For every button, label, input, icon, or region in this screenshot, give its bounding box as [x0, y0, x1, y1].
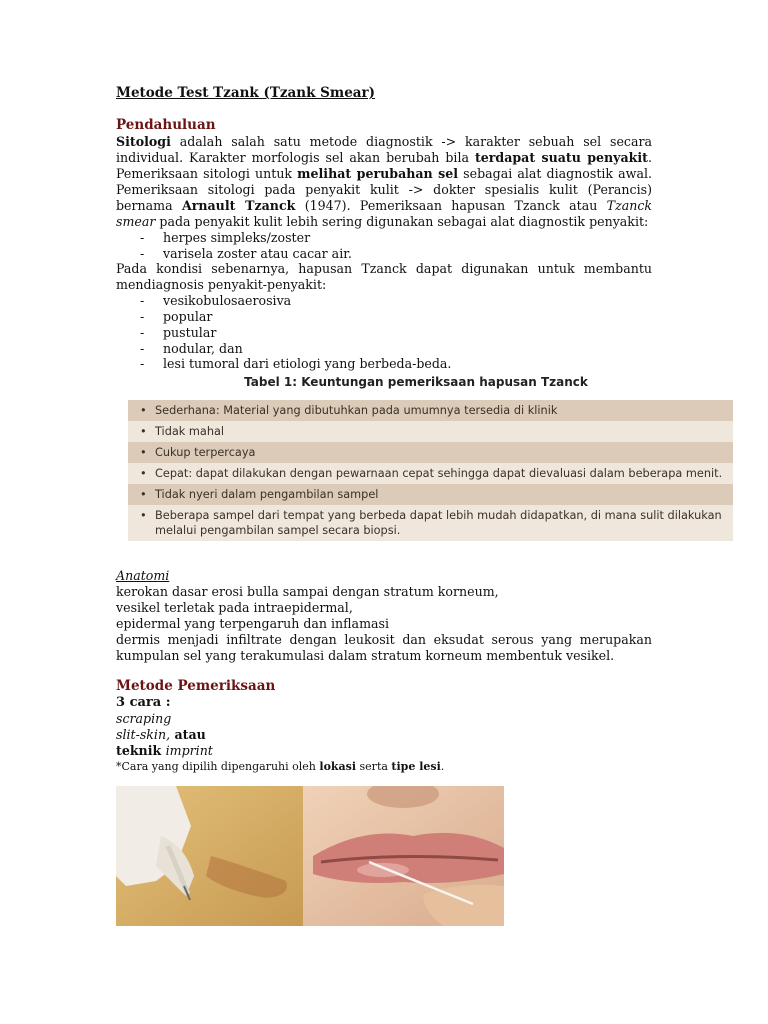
table-row: • Beberapa sampel dari tempat yang berbeda dapat lebih mudah didapatkan, di mana sulit dilakukan melalui pengambilan sampel secara biopsi. [128, 505, 733, 541]
disease-list-1 [116, 230, 652, 261]
anatomi-section [116, 568, 652, 664]
list-item: - vesikobulosaerosiva [116, 293, 652, 309]
disease-list-2 [116, 293, 652, 372]
note-text-1: *Cara yang dipilih dipengaruhi oleh [116, 760, 320, 773]
second-paragraph: Pada kondisi sebenarnya, hapusan Tzanck dapat digunakan untuk membantu mendiagnosis penyakit-penyakit: [116, 261, 652, 293]
intro-bold-3: melihat perubahan sel [297, 166, 459, 181]
table-row: • Sederhana: Material yang dibutuhkan pada umumnya tersedia di klinik [128, 400, 733, 421]
photo-scraping-skin [116, 786, 303, 926]
list-item: - lesi tumoral dari etiologi yang berbeda-beda. [116, 356, 652, 372]
intro-text-2: . Pemeriksaan sitologi untuk [116, 150, 652, 181]
intro-bold-4: Arnault Tzanck [181, 198, 296, 213]
list-item: - popular [116, 309, 652, 325]
table-row: • Cepat: dapat dilakukan dengan pewarnaan cepat sehingga dapat dievaluasi dalam beberapa menit. [128, 463, 733, 484]
method-imprint [116, 743, 652, 759]
table-row: • Tidak mahal [128, 421, 733, 442]
anatomi-line: dermis menjadi infiltrate dengan leukosit dan eksudat serous yang merupakan kumpulan sel yang terakumulasi dalam stratum korneum membentuk vesikel. [116, 632, 652, 663]
note-lokasi: lokasi [319, 760, 357, 773]
document-title: Metode Test Tzank (Tzank Smear) [116, 85, 376, 101]
table-caption: Tabel 1: Keuntungan pemeriksaan hapusan Tzanck [244, 374, 588, 389]
intro-text-1: adalah salah satu metode diagnostik -> karakter sebuah sel secara individual. Karakter morfologis sel akan berubah bila [116, 134, 652, 165]
section-heading-metode: Metode Pemeriksaan [116, 678, 276, 694]
intro-italic: Tzanck smear [116, 198, 653, 229]
advantages-table [128, 400, 733, 541]
term-sitologi: Sitologi [116, 134, 171, 149]
intro-paragraph [116, 134, 652, 230]
intro-bold-2: terdapat suatu penyakit [474, 150, 648, 165]
imprint-text: imprint [165, 743, 213, 758]
photo-lip-swab [303, 786, 504, 926]
intro-text-5: pada penyakit kulit lebih sering digunakan sebagai alat diagnostik penyakit: [155, 214, 649, 229]
teknik-text: teknik [116, 743, 166, 758]
intro-text-4: (1947). Pemeriksaan hapusan Tzanck atau [295, 198, 607, 213]
list-item: - herpes simpleks/zoster [116, 230, 652, 246]
method-count: 3 cara : [116, 695, 171, 710]
list-item: - varisela zoster atau cacar air. [116, 246, 652, 262]
note-tipe: tipe lesi [391, 760, 441, 773]
note-text-2: serta [356, 760, 392, 773]
note-text-3: . [440, 760, 445, 773]
section-heading-pendahuluan: Pendahuluan [116, 117, 216, 133]
section-heading-anatomi: Anatomi [116, 568, 170, 583]
table-row: • Tidak nyeri dalam pengambilan sampel [128, 484, 733, 505]
anatomi-line: epidermal yang terpengaruh dan inflamasi [116, 616, 390, 631]
method-slit-skin [116, 727, 652, 743]
slit-skin-text: slit-skin, [116, 727, 171, 742]
intro-text-3: sebagai alat diagnostik awal. Pemeriksaan sitologi pada penyakit kulit -> dokter spesialis kulit (Perancis) bernama [116, 166, 652, 213]
document-body [116, 84, 652, 395]
list-item: - pustular [116, 325, 652, 341]
table-row: • Cukup terpercaya [128, 442, 733, 463]
anatomi-line: vesikel terletak pada intraepidermal, [116, 600, 353, 615]
method-scraping: scraping [116, 711, 172, 726]
method-note [116, 759, 652, 775]
procedure-photos [116, 786, 504, 926]
metode-section [116, 678, 652, 775]
anatomi-line: kerokan dasar erosi bulla sampai dengan stratum korneum, [116, 584, 499, 599]
list-item: - nodular, dan [116, 341, 652, 357]
atau-text: atau [170, 727, 206, 742]
